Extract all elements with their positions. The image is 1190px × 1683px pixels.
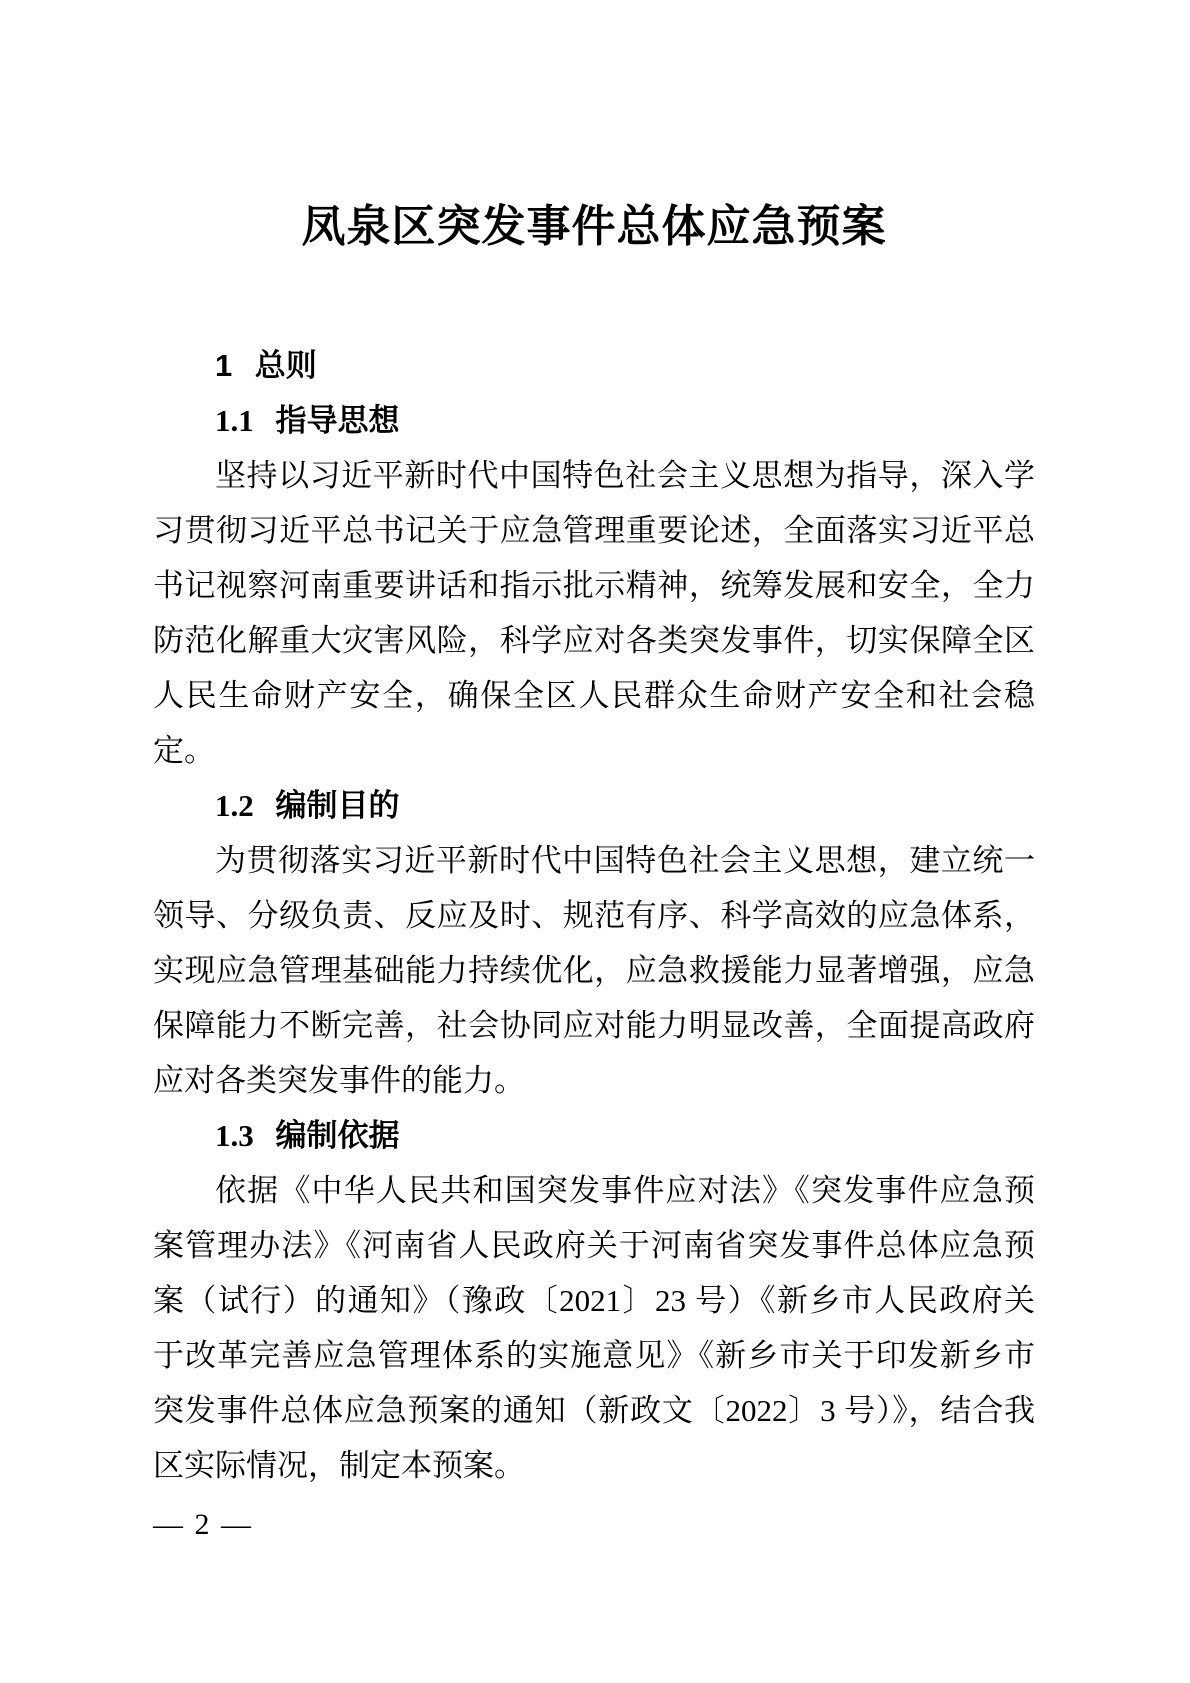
body-line: 防范化解重大灾害风险，科学应对各类突发事件，切实保障全区 bbox=[153, 623, 1035, 658]
body-line: 应对各类突发事件的能力。 bbox=[153, 1063, 525, 1098]
document-title: 凤泉区突发事件总体应急预案 bbox=[301, 202, 887, 251]
body-line: 实现应急管理基础能力持续优化，应急救援能力显著增强，应急 bbox=[153, 953, 1035, 988]
body-line: 定。 bbox=[153, 733, 215, 768]
body-line: 领导、分级负责、反应及时、规范有序、科学高效的应急体系， bbox=[153, 898, 1035, 933]
page-number: — 2 — bbox=[153, 1508, 253, 1541]
body-line: 保障能力不断完善，社会协同应对能力明显改善，全面提高政府 bbox=[153, 1008, 1035, 1043]
body-line: 人民生命财产安全，确保全区人民群众生命财产安全和社会稳 bbox=[153, 678, 1035, 713]
document-content bbox=[153, 338, 1035, 1493]
section-heading: 1.2 编制目的 bbox=[215, 788, 400, 823]
body-line: 突发事件总体应急预案的通知（新政文〔2022〕3 号）》，结合我 bbox=[153, 1393, 1035, 1428]
body-line: 为贯彻落实习近平新时代中国特色社会主义思想，建立统一 bbox=[215, 843, 1035, 878]
body-line: 区实际情况，制定本预案。 bbox=[153, 1448, 525, 1483]
body-line: 于改革完善应急管理体系的实施意见》《新乡市关于印发新乡市 bbox=[153, 1338, 1035, 1373]
body-line: 依据《中华人民共和国突发事件应对法》《突发事件应急预 bbox=[215, 1173, 1035, 1208]
body-line: 书记视察河南重要讲话和指示批示精神，统筹发展和安全，全力 bbox=[153, 568, 1035, 603]
body-line: 案（试行）的通知》（豫政〔2021〕23 号）《新乡市人民政府关 bbox=[153, 1283, 1035, 1318]
section-heading: 1.1 指导思想 bbox=[215, 403, 400, 438]
section-heading: 1.3 编制依据 bbox=[215, 1118, 400, 1153]
body-line: 习贯彻习近平总书记关于应急管理重要论述，全面落实习近平总 bbox=[153, 513, 1035, 548]
body-line: 案管理办法》《河南省人民政府关于河南省突发事件总体应急预 bbox=[153, 1228, 1035, 1263]
section-heading: 1 总则 bbox=[215, 348, 317, 383]
body-line: 坚持以习近平新时代中国特色社会主义思想为指导，深入学 bbox=[215, 458, 1035, 493]
